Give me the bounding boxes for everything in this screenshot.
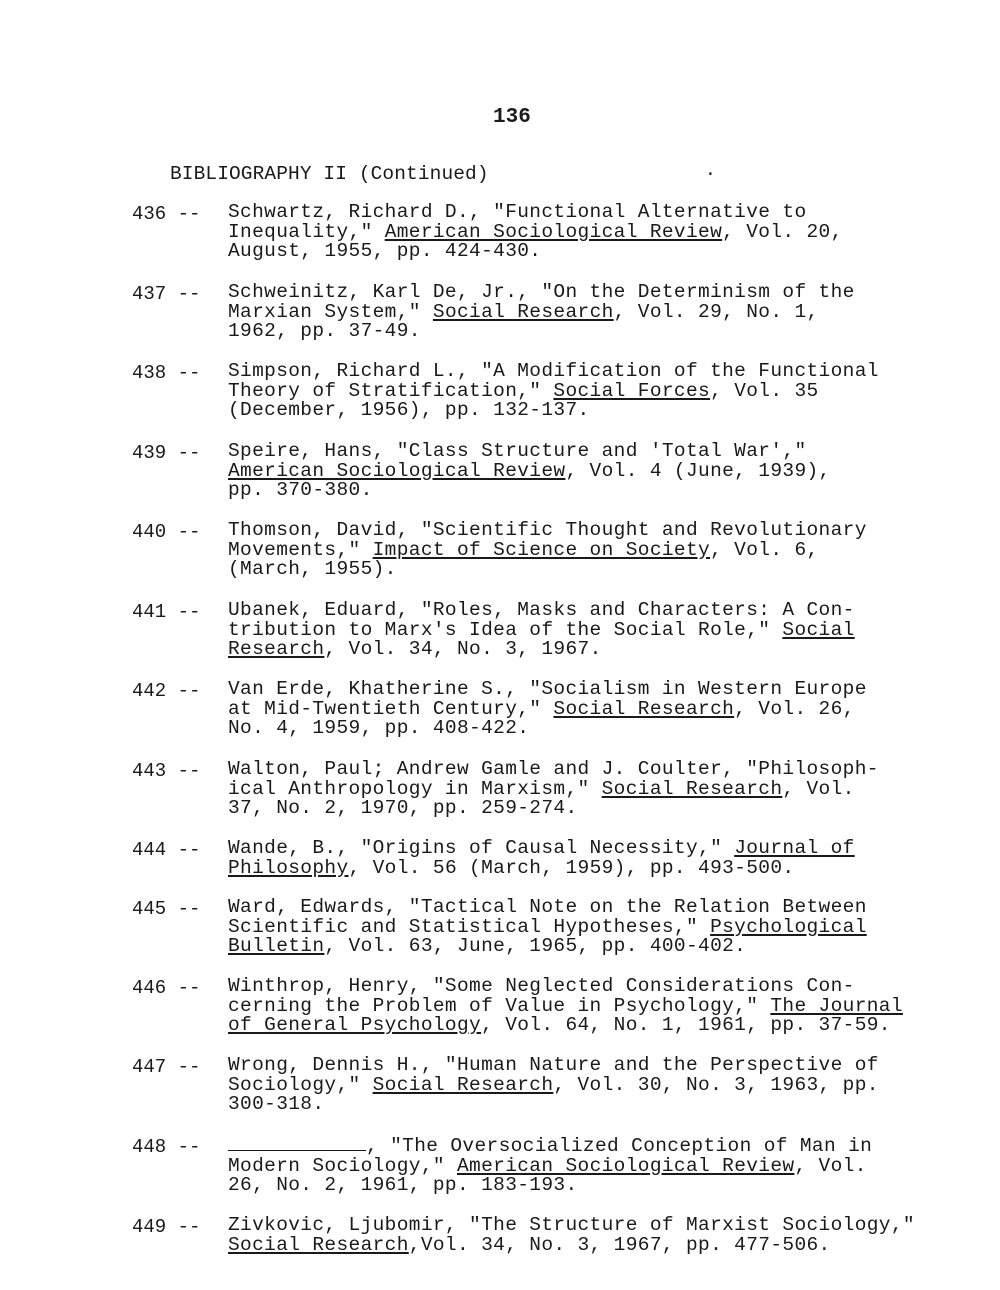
entry-number: 443 --	[132, 760, 201, 782]
journal-title: Social Research	[601, 777, 783, 800]
journal-title: American Sociological Review	[228, 459, 566, 482]
entry-number: 437 --	[132, 283, 201, 305]
journal-title: Social	[782, 618, 855, 641]
entry-number: 447 --	[132, 1056, 201, 1078]
entry-text: Van Erde, Khatherine S., "Socialism in Western Europe at Mid-Twentieth Century," Social Research, Vol. 26, No. 4, 1959, pp. 408-422.	[228, 678, 867, 740]
journal-title: Research	[228, 638, 325, 661]
journal-title: Social Research	[432, 300, 614, 323]
journal-title: American Sociological Review	[384, 220, 723, 243]
entry-number: 441 --	[132, 601, 201, 623]
journal-title: Social Research	[553, 697, 735, 720]
entry-number: 438 --	[132, 362, 201, 384]
journal-title: Philosophy	[228, 856, 349, 879]
entry-number: 448 --	[132, 1136, 201, 1158]
entry-text: Wande, B., "Origins of Causal Necessity," Journal of Philosophy, Vol. 56 (March, 1959), pp. 493-500.	[228, 837, 855, 879]
entry-number: 442 --	[132, 680, 201, 702]
entry-text: Zivkovic, Ljubomir, "The Structure of Marxist Sociology," Social Research,Vol. 34, No. 3, 1967, pp. 477-506.	[228, 1214, 915, 1256]
journal-title: Journal of	[734, 837, 855, 859]
entry-text: Simpson, Richard L., "A Modification of the Functional Theory of Stratification," Social Forces, Vol. 35 (December, 1956), pp. 132-137.	[228, 360, 879, 422]
journal-title: American Sociological Review	[457, 1154, 795, 1177]
entry-text: Ubanek, Eduard, "Roles, Masks and Characters: A Con- tribution to Marx's Idea of the Social Role," Social Research, Vol. 34, No. 3, 1967.	[228, 599, 855, 661]
entry-text: Thomson, David, "Scientific Thought and Revolutionary Movements," Impact of Science on Society, Vol. 6, (March, 1955).	[228, 519, 867, 581]
journal-title: Impact of Science on Society	[372, 538, 711, 561]
page-heading: BIBLIOGRAPHY II (Continued)	[170, 163, 489, 185]
entry-number: 439 --	[132, 442, 201, 464]
journal-title: The Journal	[770, 994, 903, 1017]
entry-text: , "The Oversocialized Conception of Man in Modern Sociology," American Sociological Review, Vol. 26, No. 2, 1961, pp. 183-193.	[228, 1135, 873, 1197]
entry-text: Schwartz, Richard D., "Functional Alternative to Inequality," American Sociological Review, Vol. 20, August, 1955, pp. 424-430.	[228, 201, 843, 263]
entry-number: 445 --	[132, 898, 201, 920]
journal-title: Social Forces	[553, 379, 711, 402]
entry-number: 440 --	[132, 521, 201, 543]
entry-text: Wrong, Dennis H., "Human Nature and the Perspective of Sociology," Social Research, Vol. 30, No. 3, 1963, pp. 300-318.	[228, 1054, 879, 1116]
entry-text: Speire, Hans, "Class Structure and 'Total War'," American Sociological Review, Vol. 4 (June, 1939), pp. 370-380.	[228, 440, 831, 502]
journal-title: Social Research	[228, 1233, 409, 1256]
journal-title: Psychological	[710, 915, 867, 938]
entry-text: Walton, Paul; Andrew Gamle and J. Coulter, "Philosoph- ical Anthropology in Marxism," Social Research, Vol. 37, No. 2, 1970, pp. 259-274.	[228, 758, 879, 820]
entry-number: 444 --	[132, 839, 201, 861]
journal-title: Bulletin	[228, 935, 325, 958]
entry-number: 446 --	[132, 977, 201, 999]
journal-title: Social Research	[372, 1073, 554, 1096]
stray-mark: .	[705, 161, 716, 181]
entry-text: Schweinitz, Karl De, Jr., "On the Determinism of the Marxian System," Social Research, Vol. 29, No. 1, 1962, pp. 37-49.	[228, 281, 855, 343]
journal-title: of General Psychology	[228, 1014, 482, 1037]
page-number: 136	[493, 106, 531, 129]
entry-number: 449 --	[132, 1216, 201, 1238]
entry-text: Winthrop, Henry, "Some Neglected Considerations Con- cerning the Problem of Value in Psychology," The Journal of General Psychology, Vol. 64, No. 1, 1961, pp. 37-59.	[228, 975, 903, 1037]
entry-text: Ward, Edwards, "Tactical Note on the Relation Between Scientific and Statistical Hypotheses," Psychological Bulletin, Vol. 63, June, 1965, pp. 400-402.	[228, 896, 867, 958]
entry-number: 436 --	[132, 203, 201, 225]
ditto-author-line	[228, 1136, 366, 1151]
